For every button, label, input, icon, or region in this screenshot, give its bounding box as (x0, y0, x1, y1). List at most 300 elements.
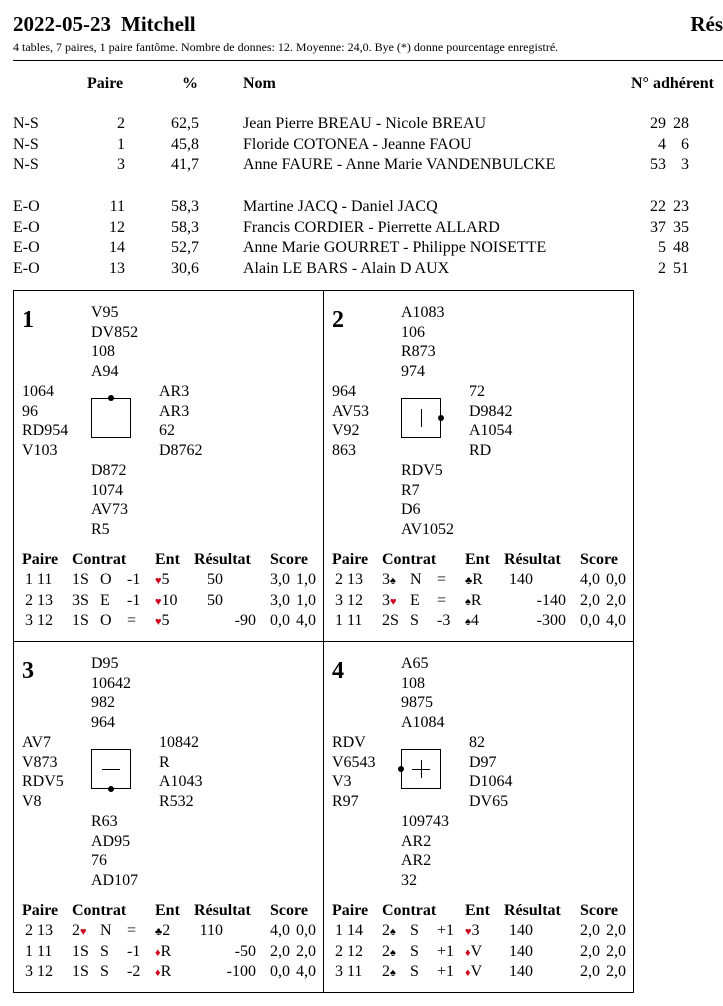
hand-suit-line: DV65 (469, 793, 509, 811)
ranking-member-2: 51 (673, 259, 689, 277)
ranking-pair: 12 (109, 218, 125, 236)
hand-suit-line: AV53 (332, 402, 370, 420)
hand-suit-line: D9842 (469, 402, 513, 420)
result-mp-ew: 2,0 (606, 591, 626, 609)
result-tricks: -1 (127, 591, 141, 609)
deal-board (323, 290, 634, 642)
ranking-direction: N-S (13, 135, 39, 153)
result-tricks: = (127, 922, 137, 939)
hand-suit-line: D1064 (469, 773, 513, 791)
result-score-ns: 140 (509, 922, 533, 939)
result-row (324, 592, 633, 612)
south-hand (91, 461, 128, 540)
south-hand (401, 812, 449, 891)
results-header (324, 551, 633, 571)
hand-suit-line: 10642 (91, 674, 131, 692)
col-header-name: Nom (243, 75, 276, 92)
result-declarer: S (410, 612, 419, 629)
hand-suit-line: AV7 (22, 734, 52, 751)
east-hand (159, 382, 203, 461)
res-head-lead: Ent (465, 551, 490, 568)
result-contract (382, 571, 396, 589)
col-header-pct: % (182, 75, 198, 92)
res-head-score: Score (270, 902, 308, 919)
deal-board (13, 290, 324, 642)
ranking-row (0, 156, 723, 176)
result-lead (155, 922, 170, 940)
result-lead (155, 963, 171, 981)
result-contract (72, 571, 89, 589)
hand-suit-line: RDV5 (22, 773, 64, 791)
hand-suit-line: RD954 (22, 422, 69, 440)
hand-suit-line: 82 (469, 734, 485, 751)
result-lead (465, 963, 482, 981)
res-head-pair: Paire (22, 902, 59, 919)
result-tricks: = (437, 571, 447, 588)
result-tricks: -1 (127, 942, 141, 960)
result-pair: 2 13 (335, 571, 363, 588)
ranking-percent: 58,3 (171, 198, 199, 215)
south-hand (401, 461, 454, 540)
hand-suit-line: DV852 (91, 323, 139, 341)
hand-suit-line: 76 (91, 852, 107, 870)
lead-suit-icon: ♣ (465, 575, 473, 587)
west-hand (22, 733, 64, 812)
hand-suit-line: 9875 (401, 694, 433, 712)
result-mp-ew: 0,0 (296, 922, 316, 939)
res-head-result: Résultat (504, 551, 561, 568)
ranking-percent: 45,8 (171, 135, 199, 153)
ranking-member-2: 3 (681, 156, 689, 173)
deal-board (323, 641, 634, 993)
result-lead (155, 592, 178, 610)
contract-suit-icon: ♠ (390, 575, 396, 587)
hand-suit-line: R7 (401, 481, 420, 499)
contract-level: 2 (72, 922, 80, 939)
hand-suit-line: 32 (401, 872, 417, 890)
result-row (324, 571, 633, 591)
result-mp-ns: 4,0 (270, 922, 290, 939)
result-row (14, 922, 323, 942)
res-head-pair: Paire (332, 551, 369, 568)
lead-suit-icon: ♦ (465, 967, 471, 979)
result-score-ew: -140 (536, 591, 566, 609)
result-tricks: +1 (437, 942, 455, 960)
ranking-row (0, 260, 723, 280)
hand-suit-line: AR2 (401, 852, 432, 870)
hand-suit-line: D95 (91, 655, 119, 672)
hand-suit-line: A1054 (469, 422, 513, 440)
board-number: 2 (332, 307, 344, 333)
ranking-percent: 62,5 (171, 115, 199, 132)
hand-suit-line: 108 (91, 343, 115, 361)
result-row (324, 943, 633, 963)
hand-suit-line: 974 (401, 363, 425, 381)
res-head-lead: Ent (465, 902, 490, 919)
ranking-direction: E-O (13, 198, 40, 215)
lead-suit-icon: ♥ (155, 575, 162, 587)
ranking-member-2: 6 (681, 135, 689, 153)
result-tricks: +1 (437, 963, 455, 980)
hand-suit-line: 982 (91, 694, 115, 712)
ranking-direction: N-S (13, 156, 39, 173)
hand-suit-line: R97 (332, 793, 359, 811)
result-mp-ns: 4,0 (580, 571, 600, 588)
hand-suit-line: D6 (401, 501, 421, 519)
result-contract (382, 943, 396, 961)
movement-name: Mitchell (121, 12, 196, 36)
result-pair: 1 11 (25, 571, 53, 588)
result-mp-ew: 2,0 (606, 963, 626, 980)
result-mp-ew: 2,0 (606, 942, 626, 960)
result-contract (72, 922, 87, 940)
result-score-ew: -50 (234, 942, 256, 960)
result-declarer: S (100, 963, 109, 980)
hand-suit-line: V95 (91, 304, 119, 321)
contract-level: 2 (382, 922, 390, 939)
lead-card: 5 (161, 571, 170, 588)
contract-level: 3 (382, 591, 390, 609)
result-row (324, 612, 633, 632)
ranking-row (0, 219, 723, 239)
hand-suit-line: R5 (91, 521, 110, 539)
ranking-percent: 58,3 (171, 218, 199, 236)
result-pair: 3 12 (335, 591, 363, 609)
hand-suit-line: R63 (91, 813, 118, 830)
contract-suit-icon: ♥ (390, 595, 397, 608)
hand-suit-line: 96 (22, 402, 38, 420)
event-info: 4 tables, 7 paires, 1 paire fantôme. Nombre de donnes: 12. Moyenne: 24,0. Bye (*) donne pourcentage enregistré. (13, 40, 559, 54)
header-divider (13, 60, 723, 61)
result-pair: 2 12 (335, 942, 363, 960)
result-lead (155, 943, 171, 961)
result-declarer: S (100, 942, 109, 960)
hand-suit-line: R (159, 753, 170, 771)
contract-level: 1S (72, 942, 89, 960)
ranking-direction: E-O (13, 259, 40, 277)
ranking-names: Francis CORDIER - Pierrette ALLARD (243, 218, 500, 236)
hand-suit-line: AV1052 (401, 521, 455, 539)
result-lead (465, 571, 483, 589)
ranking-percent: 52,7 (171, 239, 199, 256)
ranking-member-2: 23 (673, 198, 689, 215)
results-header (324, 902, 633, 922)
result-declarer: N (410, 571, 422, 588)
result-mp-ew: 4,0 (296, 963, 316, 980)
west-hand (332, 382, 369, 461)
result-score-ew: -100 (226, 963, 256, 980)
result-row (14, 943, 323, 963)
result-row (14, 592, 323, 612)
ranking-member-1: 29 (650, 115, 666, 132)
vulnerability-ew-line (102, 769, 120, 770)
result-mp-ew: 0,0 (606, 571, 626, 588)
res-head-contract: Contrat (382, 902, 437, 919)
result-mp-ns: 2,0 (580, 591, 600, 609)
result-row (14, 571, 323, 591)
result-pair: 1 14 (335, 922, 363, 939)
res-head-score: Score (580, 902, 618, 919)
dealer-dot (438, 415, 444, 421)
hand-suit-line: V6543 (332, 753, 376, 771)
board-number: 3 (22, 658, 34, 684)
result-lead (465, 612, 479, 630)
res-head-pair: Paire (22, 551, 59, 568)
ranking-names: Alain LE BARS - Alain D AUX (243, 259, 450, 277)
lead-suit-icon: ♦ (465, 946, 471, 959)
result-lead (465, 922, 480, 940)
ranking-row (0, 136, 723, 156)
lead-suit-icon: ♠ (465, 595, 471, 608)
results-header (14, 551, 323, 571)
result-declarer: S (410, 922, 419, 939)
result-contract (72, 963, 89, 981)
res-head-contract: Contrat (72, 902, 127, 919)
hand-suit-line: AR3 (159, 402, 190, 420)
ranking-row (0, 198, 723, 218)
west-hand (332, 733, 376, 812)
res-head-lead: Ent (155, 902, 180, 919)
east-hand (159, 733, 203, 812)
result-lead (465, 943, 482, 961)
hand-suit-line: V103 (22, 442, 58, 460)
result-mp-ew: 2,0 (606, 922, 626, 939)
ranking-pair: 3 (117, 156, 125, 173)
result-score-ns: 140 (509, 963, 533, 980)
ranking-percent: 30,6 (171, 259, 199, 277)
lead-suit-icon: ♦ (155, 967, 161, 979)
result-score-ns: 50 (207, 571, 223, 588)
dealer-dot (108, 395, 114, 401)
ranking-names: Jean Pierre BREAU - Nicole BREAU (243, 115, 487, 132)
hand-suit-line: 863 (332, 442, 356, 460)
result-score-ns: 110 (199, 922, 223, 939)
ranking-member-1: 37 (650, 218, 666, 236)
result-mp-ns: 3,0 (270, 591, 290, 609)
col-header-member: N° adhérent (631, 75, 714, 92)
result-mp-ns: 2,0 (580, 963, 600, 980)
result-pair: 2 13 (25, 922, 53, 939)
result-row (324, 963, 633, 983)
hand-suit-line: AR2 (401, 832, 432, 850)
result-mp-ew: 2,0 (296, 942, 316, 960)
res-head-score: Score (270, 551, 308, 568)
result-mp-ns: 3,0 (270, 571, 290, 588)
res-head-contract: Contrat (382, 551, 437, 568)
lead-suit-icon: ♠ (465, 616, 471, 628)
hand-suit-line: RDV5 (401, 462, 443, 479)
result-mp-ns: 0,0 (580, 612, 600, 629)
result-lead (155, 612, 170, 630)
result-mp-ew: 1,0 (296, 591, 316, 609)
lead-card: V (470, 963, 483, 980)
result-score-ns: 50 (207, 591, 223, 609)
result-lead (155, 571, 170, 589)
hand-suit-line: R873 (401, 343, 436, 361)
lead-card: 4 (470, 612, 479, 629)
contract-suit-icon: ♠ (390, 967, 396, 979)
lead-card: 2 (162, 922, 171, 939)
ranking-member-2: 48 (673, 239, 689, 256)
event-date: 2022-05-23 (13, 12, 111, 36)
contract-level: 2 (382, 963, 390, 980)
contract-level: 2 (382, 942, 390, 960)
lead-card: R (472, 571, 483, 588)
result-declarer: O (100, 571, 112, 588)
result-contract (382, 922, 396, 940)
ranking-member-1: 53 (650, 156, 666, 173)
hand-suit-line: 1074 (91, 481, 123, 499)
ranking-pair: 14 (109, 239, 125, 256)
hand-suit-line: 964 (332, 383, 356, 400)
hand-suit-line: RD (469, 442, 492, 460)
hand-suit-line: A1043 (159, 773, 203, 791)
hand-suit-line: A65 (401, 655, 429, 672)
result-mp-ew: 1,0 (296, 571, 316, 588)
hand-suit-line: D872 (91, 462, 127, 479)
board-number: 1 (22, 307, 34, 333)
deal-board (13, 641, 324, 993)
result-pair: 3 11 (335, 963, 363, 980)
lead-card: R (160, 942, 172, 960)
ranking-member-1: 2 (658, 259, 666, 277)
hand-suit-line: V3 (332, 773, 352, 791)
ranking-names: Anne FAURE - Anne Marie VANDENBULCKE (243, 156, 556, 173)
contract-suit-icon: ♠ (390, 926, 396, 938)
ranking-member-1: 22 (650, 198, 666, 215)
result-mp-ns: 0,0 (270, 963, 290, 980)
result-mp-ns: 2,0 (270, 942, 290, 960)
result-tricks: -3 (437, 612, 451, 629)
north-hand (401, 303, 445, 382)
result-row (324, 922, 633, 942)
compass-box (401, 749, 441, 789)
contract-level: 3 (382, 571, 390, 588)
hand-suit-line: 109743 (401, 813, 449, 830)
ranking-row (0, 239, 723, 259)
ranking-direction: E-O (13, 218, 40, 236)
dealer-dot (108, 786, 114, 792)
result-score-ew: -90 (234, 612, 256, 629)
lead-suit-icon: ♦ (155, 946, 161, 959)
ranking-names: Martine JACQ - Daniel JACQ (243, 198, 438, 215)
col-header-pair: Paire (87, 75, 124, 92)
lead-card: 5 (161, 612, 170, 629)
res-head-result: Résultat (194, 902, 251, 919)
res-head-pair: Paire (332, 902, 369, 919)
hand-suit-line: R532 (159, 793, 194, 811)
north-hand (91, 654, 131, 733)
result-mp-ns: 2,0 (580, 922, 600, 939)
result-contract (72, 592, 89, 610)
lead-card: 10 (161, 591, 178, 609)
lead-card: 3 (471, 922, 480, 939)
ranking-direction: N-S (13, 115, 39, 132)
res-head-result: Résultat (194, 551, 251, 568)
ranking-pair: 11 (109, 198, 125, 215)
result-declarer: O (100, 612, 112, 629)
results-header (14, 902, 323, 922)
hand-suit-line: 72 (469, 383, 485, 400)
hand-suit-line: 62 (159, 422, 175, 440)
hand-suit-line: A1083 (401, 304, 445, 321)
lead-suit-icon: ♥ (155, 595, 162, 608)
result-tricks: +1 (437, 922, 455, 939)
vulnerability-ew-line (412, 769, 430, 770)
result-pair: 3 12 (25, 963, 53, 980)
board-number: 4 (332, 658, 344, 684)
hand-suit-line: V873 (22, 753, 58, 771)
contract-level: 3S (72, 591, 89, 609)
result-mp-ew: 4,0 (606, 612, 626, 629)
result-contract (382, 963, 396, 981)
dealer-dot (398, 766, 404, 772)
contract-suit-icon: ♥ (80, 926, 87, 938)
result-mp-ns: 2,0 (580, 942, 600, 960)
hand-suit-line: AV73 (91, 501, 129, 519)
hand-suit-line: D97 (469, 753, 497, 771)
lead-card: V (470, 942, 483, 960)
result-declarer: S (410, 942, 419, 960)
contract-level: 2S (382, 612, 399, 629)
result-mp-ew: 4,0 (296, 612, 316, 629)
page-title (13, 12, 206, 37)
hand-suit-line: AD107 (91, 872, 139, 890)
result-declarer: E (100, 591, 110, 609)
hand-suit-line: V8 (22, 793, 42, 811)
result-pair: 3 12 (25, 612, 53, 629)
result-score-ns: 140 (509, 571, 533, 588)
compass-box (91, 398, 131, 438)
vulnerability-ns-line (421, 409, 422, 427)
lead-suit-icon: ♥ (155, 616, 162, 628)
result-mp-ns: 0,0 (270, 612, 290, 629)
hand-suit-line: RDV (332, 734, 366, 751)
result-declarer: S (410, 963, 419, 980)
ranking-member-1: 5 (658, 239, 666, 256)
north-hand (91, 303, 138, 382)
hand-suit-line: 964 (91, 714, 115, 732)
ranking-percent: 41,7 (171, 156, 199, 173)
hand-suit-line: 108 (401, 674, 425, 692)
hand-suit-line: AR3 (159, 383, 190, 400)
contract-level: 1S (72, 963, 89, 980)
ranking-row (0, 115, 723, 135)
ranking-member-2: 35 (673, 218, 689, 236)
compass-box (401, 398, 441, 438)
result-score-ew: -300 (536, 612, 566, 629)
ranking-names: Anne Marie GOURRET - Philippe NOISETTE (243, 239, 547, 256)
result-score-ns: 140 (509, 942, 533, 960)
result-contract (382, 592, 397, 610)
contract-suit-icon: ♠ (390, 946, 396, 959)
lead-card: R (160, 963, 172, 980)
contract-level: 1S (72, 571, 89, 588)
result-pair: 2 13 (25, 591, 53, 609)
result-tricks: = (437, 591, 447, 609)
lead-suit-icon: ♥ (465, 926, 472, 938)
lead-suit-icon: ♣ (155, 926, 163, 938)
results-title-cut: Rés (690, 12, 723, 36)
south-hand (91, 812, 138, 891)
ranking-names: Floride COTONEA - Jeanne FAOU (243, 135, 472, 153)
result-tricks: -1 (127, 571, 141, 588)
west-hand (22, 382, 68, 461)
result-pair: 1 11 (335, 612, 363, 629)
ranking-member-1: 4 (658, 135, 666, 153)
hand-suit-line: V92 (332, 422, 360, 440)
result-lead (465, 592, 482, 610)
